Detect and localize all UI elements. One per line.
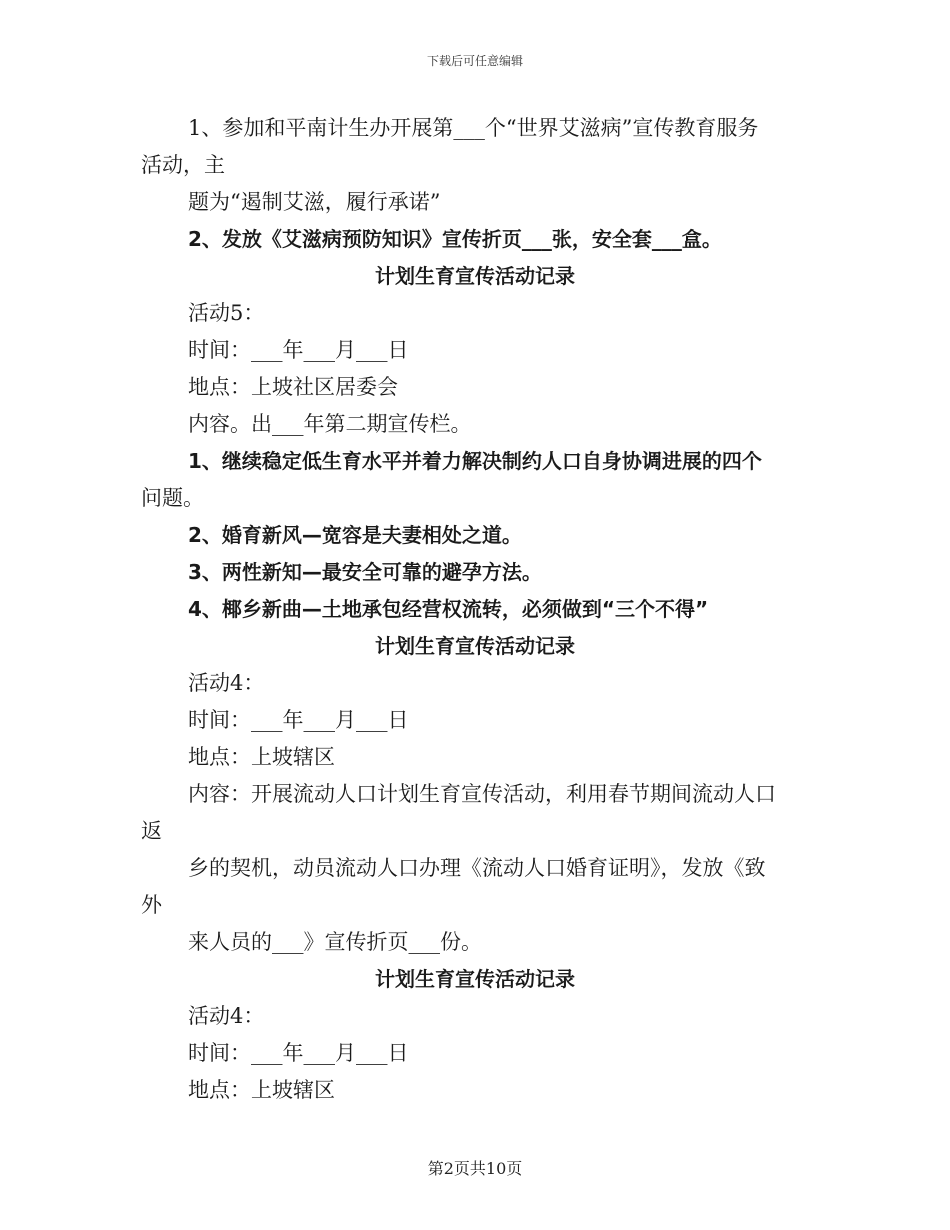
list-item-4: 4、椰乡新曲—土地承包经营权流转，必须做到“三个不得” [188, 597, 709, 621]
page-number: 第2页共10页 [427, 1159, 523, 1178]
location-line: 地点：上坡社区居委会 [188, 375, 398, 399]
content-continuation: 外 [141, 893, 162, 917]
location-line: 地点：上坡辖区 [188, 1078, 335, 1102]
content-line: 来人员的___》宣传折页___份。 [188, 930, 482, 954]
activity-label: 活动5： [188, 301, 265, 325]
content-continuation: 返 [141, 819, 162, 843]
item-1-theme: 题为“遏制艾滋，履行承诺” [188, 190, 441, 214]
section-heading: 计划生育宣传活动记录 [375, 264, 575, 288]
section-heading: 计划生育宣传活动记录 [375, 967, 575, 991]
time-line: 时间：___年___月___日 [188, 1041, 409, 1065]
location-line: 地点：上坡辖区 [188, 745, 335, 769]
activity-label: 活动4： [188, 1004, 265, 1028]
page-header-note: 下载后可任意编辑 [426, 54, 523, 68]
content-line: 内容。出___年第二期宣传栏。 [188, 412, 472, 436]
list-item-1-continuation: 问题。 [141, 486, 204, 510]
section-heading: 计划生育宣传活动记录 [375, 634, 575, 658]
content-line: 内容：开展流动人口计划生育宣传活动，利用春节期间流动人口 [188, 782, 776, 806]
list-item-3: 3、两性新知—最安全可靠的避孕方法。 [188, 560, 542, 584]
content-line: 乡的契机，动员流动人口办理《流动人口婚育证明》，发放《致 [188, 856, 766, 880]
list-item-2: 2、婚育新风—宽容是夫妻相处之道。 [188, 523, 522, 547]
item-2-line: 2、发放《艾滋病预防知识》宣传折页___张，安全套___盒。 [188, 227, 722, 251]
time-line: 时间：___年___月___日 [188, 708, 409, 732]
item-1-continuation: 活动，主 [141, 153, 225, 177]
item-1-line: 1、参加和平南计生办开展第___个“世界艾滋病”宣传教育服务 [188, 116, 759, 140]
time-line: 时间：___年___月___日 [188, 338, 409, 362]
list-item-1: 1、继续稳定低生育水平并着力解决制约人口自身协调进展的四个 [188, 449, 762, 473]
activity-label: 活动4： [188, 671, 265, 695]
